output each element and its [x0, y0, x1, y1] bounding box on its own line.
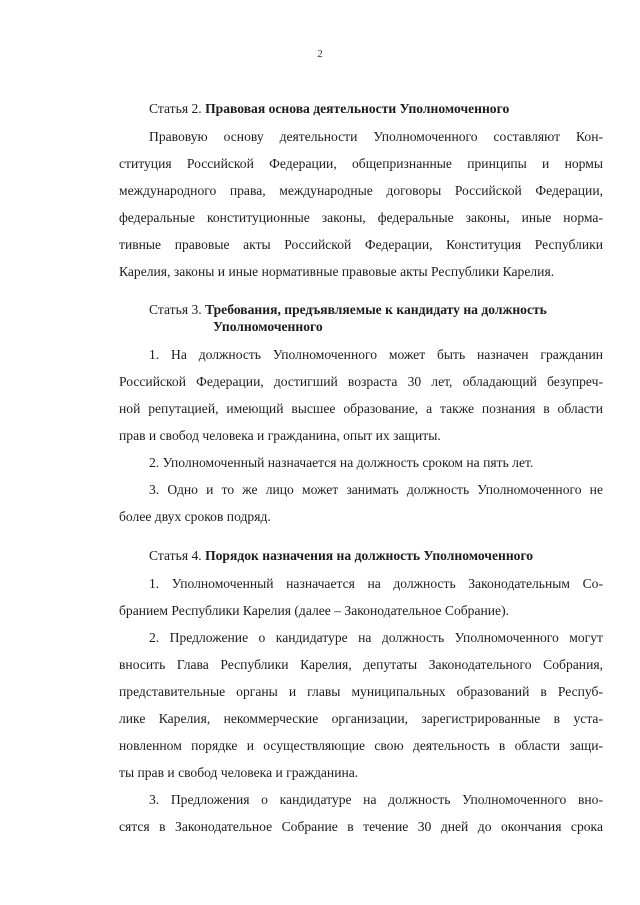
- article-2-prefix: Статья 2.: [149, 101, 206, 116]
- article-4-p3-line-1: 3. Предложения о кандидатуре на должность Уполномоченного вно-: [149, 792, 603, 807]
- article-4-heading: [149, 547, 533, 564]
- article-3-heading: [149, 301, 547, 318]
- article-4-p2-line-5: новленном порядке и осуществляющие свою деятельность в области защи-: [119, 738, 603, 753]
- article-3-p1-line-1: 1. На должность Уполномоченного может быть назначен гражданин: [149, 347, 603, 362]
- article-4-p2-line-2: вносить Глава Республики Карелия, депутаты Законодательного Собрания,: [119, 657, 603, 672]
- article-4-title: Порядок назначения на должность Уполномоченного: [205, 548, 534, 563]
- article-2-p1-line-1: Правовую основу деятельности Уполномоченного составляют Кон-: [149, 129, 603, 144]
- article-4-p2-line-1: 2. Предложение о кандидатуре на должность Уполномоченного могут: [149, 630, 603, 645]
- article-2-heading: [149, 100, 509, 117]
- article-3-p1-line-3: ной репутацией, имеющий высшее образование, а также познания в области: [119, 401, 603, 416]
- article-3-p3-line-1: 3. Одно и то же лицо может занимать должность Уполномоченного не: [149, 482, 603, 497]
- article-2-p1-line-2: ституция Российской Федерации, общепризнанные принципы и нормы: [119, 156, 603, 171]
- article-4-p2-line-3: представительные органы и главы муниципальных образований в Респуб-: [119, 684, 603, 699]
- page-number: 2: [317, 48, 323, 60]
- article-2-p1-line-4: федеральные конституционные законы, федеральные законы, иные норма-: [119, 210, 603, 225]
- article-3-p1-line-4: прав и свобод человека и гражданина, опыт их защиты.: [119, 428, 441, 443]
- article-4-p2-line-6: ты прав и свобод человека и гражданина.: [119, 765, 359, 780]
- article-3-p1-line-2: Российской Федерации, достигший возраста 30 лет, обладающий безупреч-: [119, 374, 603, 389]
- article-2-p1-line-5: тивные правовые акты Российской Федерации, Конституция Республики: [119, 237, 603, 252]
- article-2-p1-line-6: Карелия, законы и иные нормативные правовые акты Республики Карелия.: [119, 264, 555, 279]
- article-3-prefix: Статья 3.: [149, 302, 206, 317]
- article-3-p2: 2. Уполномоченный назначается на должность сроком на пять лет.: [149, 455, 534, 470]
- article-2-p1-line-3: международного права, международные договоры Российской Федерации,: [119, 183, 603, 198]
- article-3-p3-line-2: более двух сроков подряд.: [119, 509, 271, 524]
- article-4-p1-line-1: 1. Уполномоченный назначается на должность Законодательным Со-: [149, 576, 603, 591]
- article-4-prefix: Статья 4.: [149, 548, 206, 563]
- article-4-p2-line-4: лике Карелия, некоммерческие организации, зарегистрированные в уста-: [119, 711, 603, 726]
- article-2-title: Правовая основа деятельности Уполномоченного: [205, 101, 510, 116]
- article-4-p3-line-2: сятся в Законодательное Собрание в течение 30 дней до окончания срока: [119, 819, 603, 834]
- article-3-title-line-2: Уполномоченного: [213, 319, 323, 334]
- article-3-title-line-1: Требования, предъявляемые к кандидату на должность: [205, 302, 547, 317]
- article-4-p1-line-2: бранием Республики Карелия (далее – Законодательное Собрание).: [119, 603, 510, 618]
